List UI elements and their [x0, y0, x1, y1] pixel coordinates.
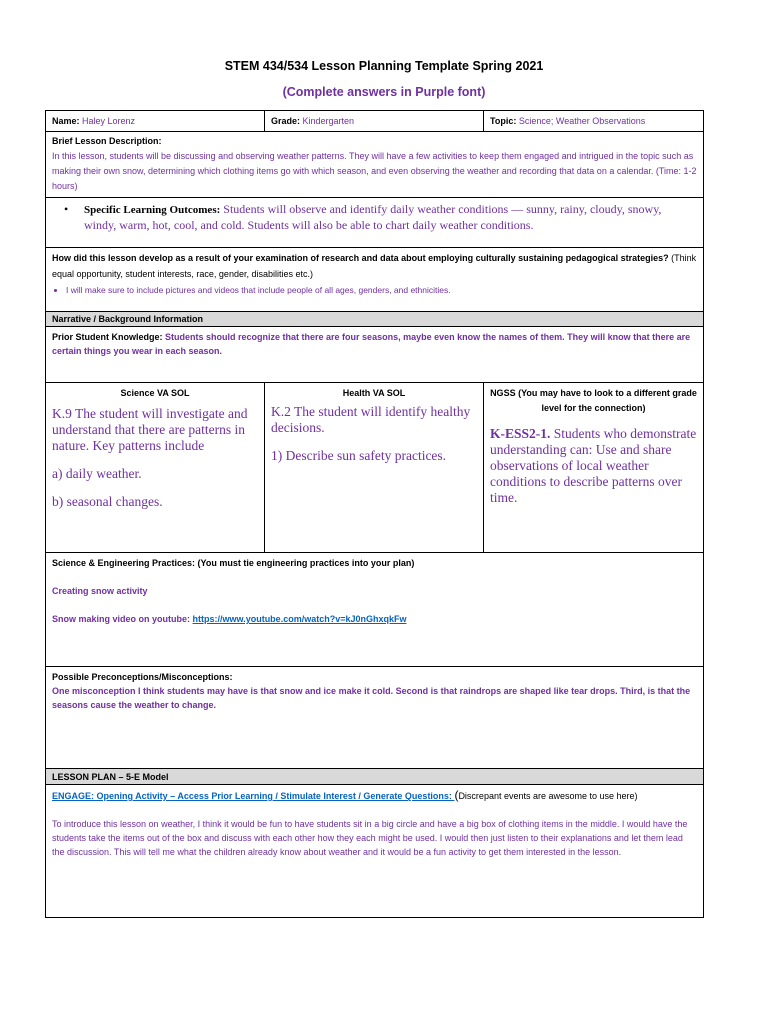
outcomes-text: Students will observe and identify daily weather conditions — sunny, rainy, cloudy, snowy, windy, warm, hot, cool, and cold. Students will also be able to chart daily weather conditions.	[84, 202, 662, 232]
prior-text: Students should recognize that there are four seasons, maybe even know the names of them. They will know that there are certain things you wear in each season.	[52, 332, 691, 356]
research-question: How did this lesson develop as a result of your examination of research and data about employing culturally sustaining pedagogical strategies?	[52, 253, 669, 263]
engage-paren: (	[454, 788, 459, 802]
lesson-plan-row	[46, 769, 704, 785]
name-label: Name:	[52, 116, 80, 126]
ngss-standard	[490, 426, 697, 506]
outcomes-item	[64, 202, 695, 233]
lesson-plan-header: LESSON PLAN – 5-E Model	[46, 769, 704, 785]
youtube-link[interactable]: https://www.youtube.com/watch?v=kJ0nGhxqkFw	[192, 614, 407, 624]
ngss-code: K-ESS2-1.	[490, 426, 551, 441]
grade-value: Kindergarten	[302, 116, 355, 126]
engage-heading-link[interactable]: ENGAGE: Opening Activity – Access Prior Learning / Stimulate Interest / Generate Questions:	[52, 791, 455, 801]
name-value: Haley Lorenz	[82, 116, 136, 126]
misconceptions-cell	[46, 667, 704, 769]
prior-row	[46, 327, 704, 383]
brief-text: In this lesson, students will be discussing and observing weather patterns. They will have a few activities to keep them engaged and intrigued in the topic such as making their own snow, determining which clothing items go with which season, and even observing the weather and recording that data on a calendar. (Time: 1-2 hours)	[52, 151, 697, 191]
prior-label: Prior Student Knowledge:	[52, 332, 163, 342]
research-answer: • I will make sure to include pictures and videos that include people of all ages, genders, and ethnicities.	[66, 282, 697, 298]
misconceptions-row	[46, 667, 704, 769]
outcomes-row	[46, 198, 704, 248]
practices-row	[46, 553, 704, 667]
research-cell	[46, 248, 704, 312]
research-note: (Think equal opportunity, student interests, race, gender, disabilities etc.)	[52, 253, 697, 279]
outcomes-cell	[46, 198, 704, 248]
document-subtitle: (Complete answers in Purple font)	[282, 85, 486, 99]
topic-label: Topic:	[490, 116, 517, 126]
brief-row	[46, 132, 704, 198]
health-sol-cell	[265, 383, 484, 553]
practices-video-label: Snow making video on youtube:	[52, 614, 191, 624]
engage-note: Discrepant events are awesome to use here)	[458, 791, 638, 801]
engage-row	[46, 785, 704, 918]
brief-label: Brief Lesson Description:	[52, 136, 162, 146]
brief-cell	[46, 132, 704, 198]
topic-cell	[484, 111, 704, 132]
practices-cell	[46, 553, 704, 667]
misconceptions-label: Possible Preconceptions/Misconceptions:	[52, 672, 233, 682]
ngss-text: Students who demonstrate understanding can: Use and share observations of local weather conditions to describe patterns over time.	[490, 426, 697, 505]
health-sol-1: 1) Describe sun safety practices.	[271, 448, 447, 463]
engage-heading-line	[52, 788, 697, 803]
topic-value: Science; Weather Observations	[518, 116, 646, 126]
practices-label: Science & Engineering Practices: (You must tie engineering practices into your plan)	[52, 558, 415, 568]
science-sol-heading: Science VA SOL	[120, 388, 190, 398]
ngss-heading: NGSS (You may have to look to a different grade level for the connection)	[490, 388, 697, 413]
outcomes-bullet: •	[64, 202, 69, 216]
narrative-header: Narrative / Background Information	[46, 312, 704, 327]
engage-cell	[46, 785, 704, 918]
name-cell	[46, 111, 265, 132]
outcomes-label: Specific Learning Outcomes:	[84, 204, 221, 216]
science-sol-a: a) daily weather.	[52, 466, 142, 481]
health-sol-heading: Health VA SOL	[342, 388, 406, 398]
engage-text: To introduce this lesson on weather, I think it would be fun to have students sit in a big circle and have a big box of clothing items in the middle. I would have the students take the items out of the box and discuss with each other how they each might be used. I would then just listen to their explanations and let them lead the discussion. This will tell me what the children already know about weather and it would be a fun activity to get them interested in the lesson.	[52, 819, 688, 857]
lesson-plan-table	[45, 110, 704, 918]
practices-activity: Creating snow activity	[52, 586, 148, 596]
grade-cell	[265, 111, 484, 132]
science-sol-cell	[46, 383, 265, 553]
document-title: STEM 434/534 Lesson Planning Template Spring 2021	[224, 59, 544, 73]
research-row	[46, 248, 704, 312]
sol-row	[46, 383, 704, 553]
science-sol-intro: K.9 The student will investigate and understand that there are patterns in nature. Key patterns include	[52, 406, 248, 453]
science-sol-b: b) seasonal changes.	[52, 494, 163, 509]
research-list	[52, 282, 697, 298]
practices-video-line	[52, 612, 697, 626]
narrative-row	[46, 312, 704, 327]
health-sol-intro: K.2 The student will identify healthy decisions.	[271, 404, 471, 435]
grade-label: Grade:	[271, 116, 301, 126]
info-row	[46, 111, 704, 132]
misconceptions-text: One misconception I think students may have is that snow and ice make it cold. Second is that raindrops are shaped like tear drops. Third, is that the seasons cause the weather to change.	[52, 686, 691, 710]
ngss-cell	[484, 383, 704, 553]
research-question-block	[52, 250, 697, 282]
prior-cell	[46, 327, 704, 383]
